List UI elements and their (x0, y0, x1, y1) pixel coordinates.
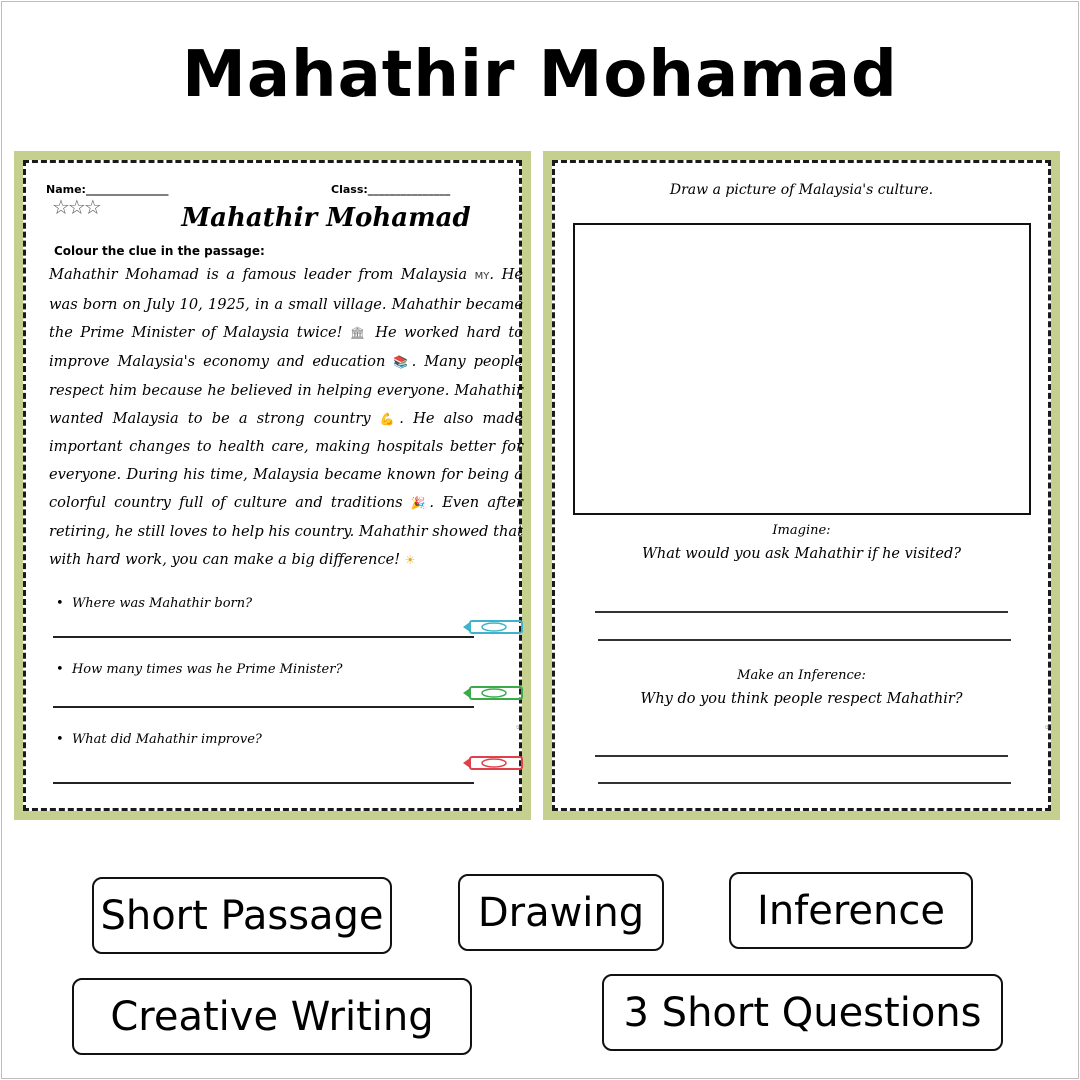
bullet: • (56, 662, 64, 677)
credit-watermark: © (515, 723, 521, 729)
writing-line[interactable] (598, 782, 1011, 784)
reading-passage (49, 261, 523, 575)
worksheet-page (23, 160, 522, 811)
answer-line[interactable] (53, 706, 474, 708)
writing-line[interactable] (595, 755, 1008, 757)
green-crayon-icon (462, 684, 524, 702)
writing-line[interactable] (598, 639, 1011, 641)
imagine-heading: Imagine: (772, 523, 831, 538)
writing-line[interactable] (595, 611, 1008, 613)
question-item (56, 662, 342, 677)
bank-building-icon: 🏛 (349, 325, 368, 340)
drawing-prompt: Draw a picture of Malaysia's culture. (669, 182, 934, 198)
passage-text: . Many people respect him because he believed in helping everyone. Mahathir wanted Malaysia to be a strong country (49, 352, 523, 427)
party-popper-icon: 🎉 (410, 496, 430, 511)
flexed-arm-icon: 💪 (379, 411, 400, 426)
tag-creative-writing: Creative Writing (72, 978, 472, 1055)
inference-heading: Make an Inference: (737, 668, 866, 683)
question-text: How many times was he Prime Minister? (71, 662, 343, 677)
tag-short-passage: Short Passage (92, 877, 392, 954)
malaysia-flag-icon: MY (474, 271, 490, 282)
tag-inference: Inference (729, 872, 973, 949)
inference-question: Why do you think people respect Mahathir? (640, 691, 963, 707)
passage-text: . He also made important changes to health care, making hospitals better for everyone. During his time, Malaysia became known for being a colorful country full of culture and traditions (49, 409, 523, 512)
bullet: • (56, 596, 64, 611)
drawing-box[interactable] (573, 223, 1031, 515)
imagine-question: What would you ask Mahathir if he visited? (641, 546, 961, 562)
question-text: Where was Mahathir born? (71, 596, 253, 611)
class-field-label: Class:_______________ (331, 183, 451, 196)
passage-text: . Even after retiring, he still loves to help his country. Mahathir showed that with hard work, you can make a big difference! (49, 494, 523, 569)
blue-crayon-icon (462, 618, 524, 636)
bullet: • (56, 732, 64, 747)
passage-text: Mahathir Mohamad is a famous leader from Malaysia (49, 266, 475, 283)
books-icon: 📚 (393, 354, 412, 369)
red-crayon-icon (462, 754, 524, 772)
passage-text: . He was born on July 10, 1925, in a small village. Mahathir became the Prime Minister of Malaysia twice! (49, 266, 523, 341)
star-rating-icon: ☆☆☆ (52, 195, 100, 219)
tag-short-questions: 3 Short Questions (602, 974, 1003, 1051)
page-title: Mahathir Mohamad (182, 38, 898, 112)
worksheet-preview (14, 151, 531, 820)
activity-sheet-preview (543, 151, 1060, 820)
instruction-text: Colour the clue in the passage: (54, 244, 265, 258)
answer-line[interactable] (53, 782, 474, 784)
question-text: What did Mahathir improve? (71, 732, 262, 747)
passage-text: He worked hard to improve Malaysia's economy and education (49, 323, 523, 370)
activity-page (552, 160, 1051, 811)
sun-icon: ☀ (404, 553, 416, 568)
answer-line[interactable] (53, 636, 474, 638)
credit-watermark: © (1044, 723, 1050, 729)
worksheet-title: Mahathir Mohamad (181, 203, 471, 233)
question-item (56, 596, 252, 611)
question-item (56, 732, 262, 747)
name-field-label: Name:_______________ (46, 183, 169, 196)
tag-drawing: Drawing (458, 874, 664, 951)
